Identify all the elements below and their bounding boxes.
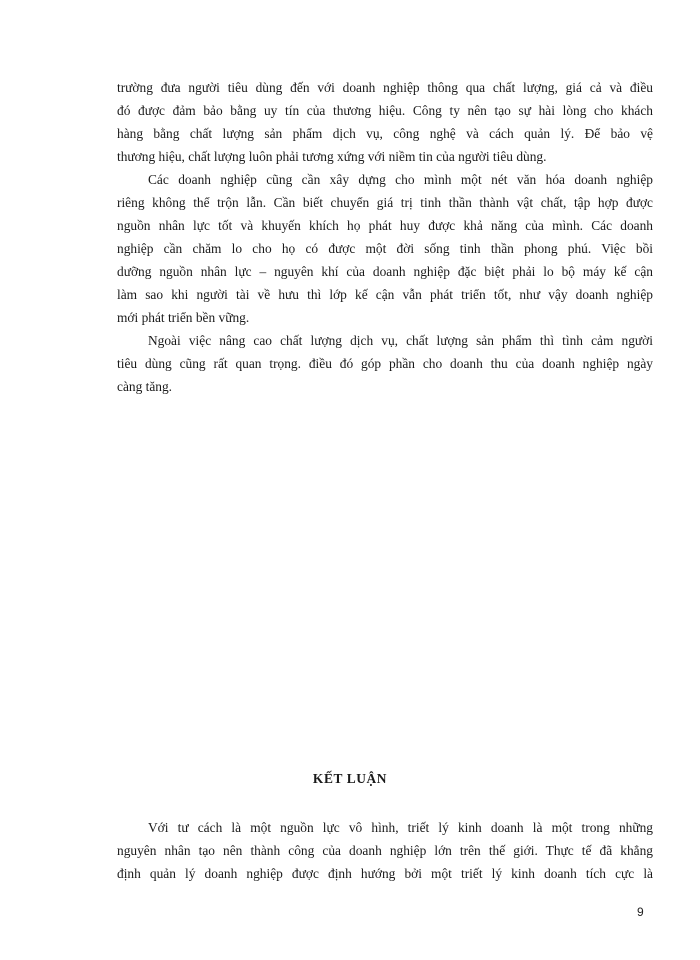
paragraph-1-line-4: thương hiệu, chất lượng luôn phải tương xứng với niềm tin của người tiêu dùng. (117, 149, 547, 164)
paragraph-2-line-7: mới phát triển bền vững. (117, 310, 250, 325)
paragraph-2-line-6: làm sao khi người tài về hưu thì lớp kế cận vẫn phát triển tốt, như vậy doanh nghiệp (117, 287, 653, 302)
paragraph-3-line-1: Ngoài việc nâng cao chất lượng dịch vụ, chất lượng sản phẩm thì tình cảm người (148, 333, 653, 348)
page-number: 9 (637, 905, 644, 919)
paragraph-2-line-2: riêng không thể trộn lẫn. Cần biết chuyển giá trị tinh thần thành vật chất, tập hợp được (117, 195, 653, 210)
paragraph-2-line-1: Các doanh nghiệp cũng cần xây dựng cho mình một nét văn hóa doanh nghiệp (148, 172, 653, 187)
paragraph-3-line-3: càng tăng. (117, 379, 173, 394)
paragraph-3-line-2: tiêu dùng cũng rất quan trọng. điều đó góp phần cho doanh thu của doanh nghiệp ngày (117, 356, 653, 371)
paragraph-4-line-2: nguyên nhân tạo nên thành công của doanh nghiệp lớn trên thế giới. Thực tế đã khẳng (117, 843, 653, 858)
paragraph-2-line-4: nghiệp cần chăm lo cho họ có được một đời sống tinh thần phong phú. Việc bồi (117, 241, 653, 256)
paragraph-2-line-3: nguồn nhân lực tốt và khuyến khích họ phát huy được khả năng của mình. Các doanh (117, 218, 653, 233)
paragraph-1-line-1: trường đưa người tiêu dùng đến với doanh nghiệp thông qua chất lượng, giá cả và điều (117, 80, 653, 95)
section-heading: KẾT LUẬN (312, 771, 388, 786)
paragraph-4-line-3: định quản lý doanh nghiệp được định hướng bởi một triết lý kinh doanh tích cực là (117, 866, 653, 881)
paragraph-1-line-3: hàng bằng chất lượng sản phẩm dịch vụ, công nghệ và cách quản lý. Để bảo vệ (117, 126, 653, 141)
paragraph-1-line-2: đó được đảm bảo bằng uy tín của thương hiệu. Công ty nên tạo sự hài lòng cho khách (117, 103, 653, 118)
paragraph-2-line-5: dưỡng nguồn nhân lực – nguyên khí của doanh nghiệp đặc biệt phải lo bộ máy kế cận (117, 264, 653, 279)
paragraph-4-line-1: Với tư cách là một nguồn lực vô hình, triết lý kinh doanh là một trong những (148, 820, 653, 835)
